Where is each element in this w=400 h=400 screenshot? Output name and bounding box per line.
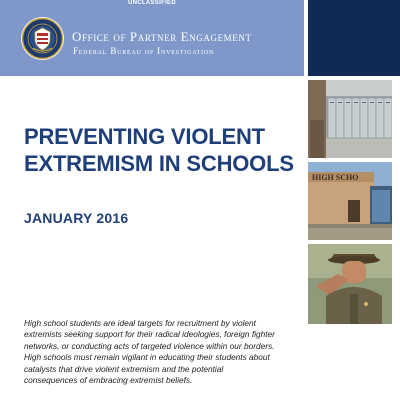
title-line-2: EXTREMISM IN SCHOOLS xyxy=(24,151,294,176)
classification-marking: UNCLASSIFIED xyxy=(128,0,176,6)
photo-school-lockers xyxy=(308,80,392,158)
header-banner xyxy=(0,0,304,76)
document-date: JANUARY 2016 xyxy=(24,210,129,226)
summary-line: extremists seeking support for their radical ideologies, foreign fighter xyxy=(24,329,275,340)
bureau-name: Federal Bureau of Investigation xyxy=(73,46,215,56)
dark-header-block xyxy=(308,0,400,76)
document-title xyxy=(24,123,294,177)
summary-line: High school students are ideal targets for recruitment by violent xyxy=(24,318,256,328)
photo-high-school-building xyxy=(308,162,392,240)
summary-paragraph xyxy=(24,318,314,386)
title-line-1: PREVENTING VIOLENT xyxy=(24,124,265,149)
photo-trooper-saluting xyxy=(308,244,392,324)
summary-line: networks, or conducting acts of targeted violence within our borders. xyxy=(24,340,275,351)
office-name: Office of Partner Engagement xyxy=(72,29,252,44)
summary-line: High schools must remain vigilant in educating their students about xyxy=(24,352,270,363)
fbi-seal-icon xyxy=(21,17,64,60)
high-school-sign: HIGH SCHO xyxy=(312,173,359,182)
summary-line: consequences of embracing extremist beliefs. xyxy=(24,375,193,386)
summary-line: catalysts that drive violent extremism and the potential xyxy=(24,363,224,374)
